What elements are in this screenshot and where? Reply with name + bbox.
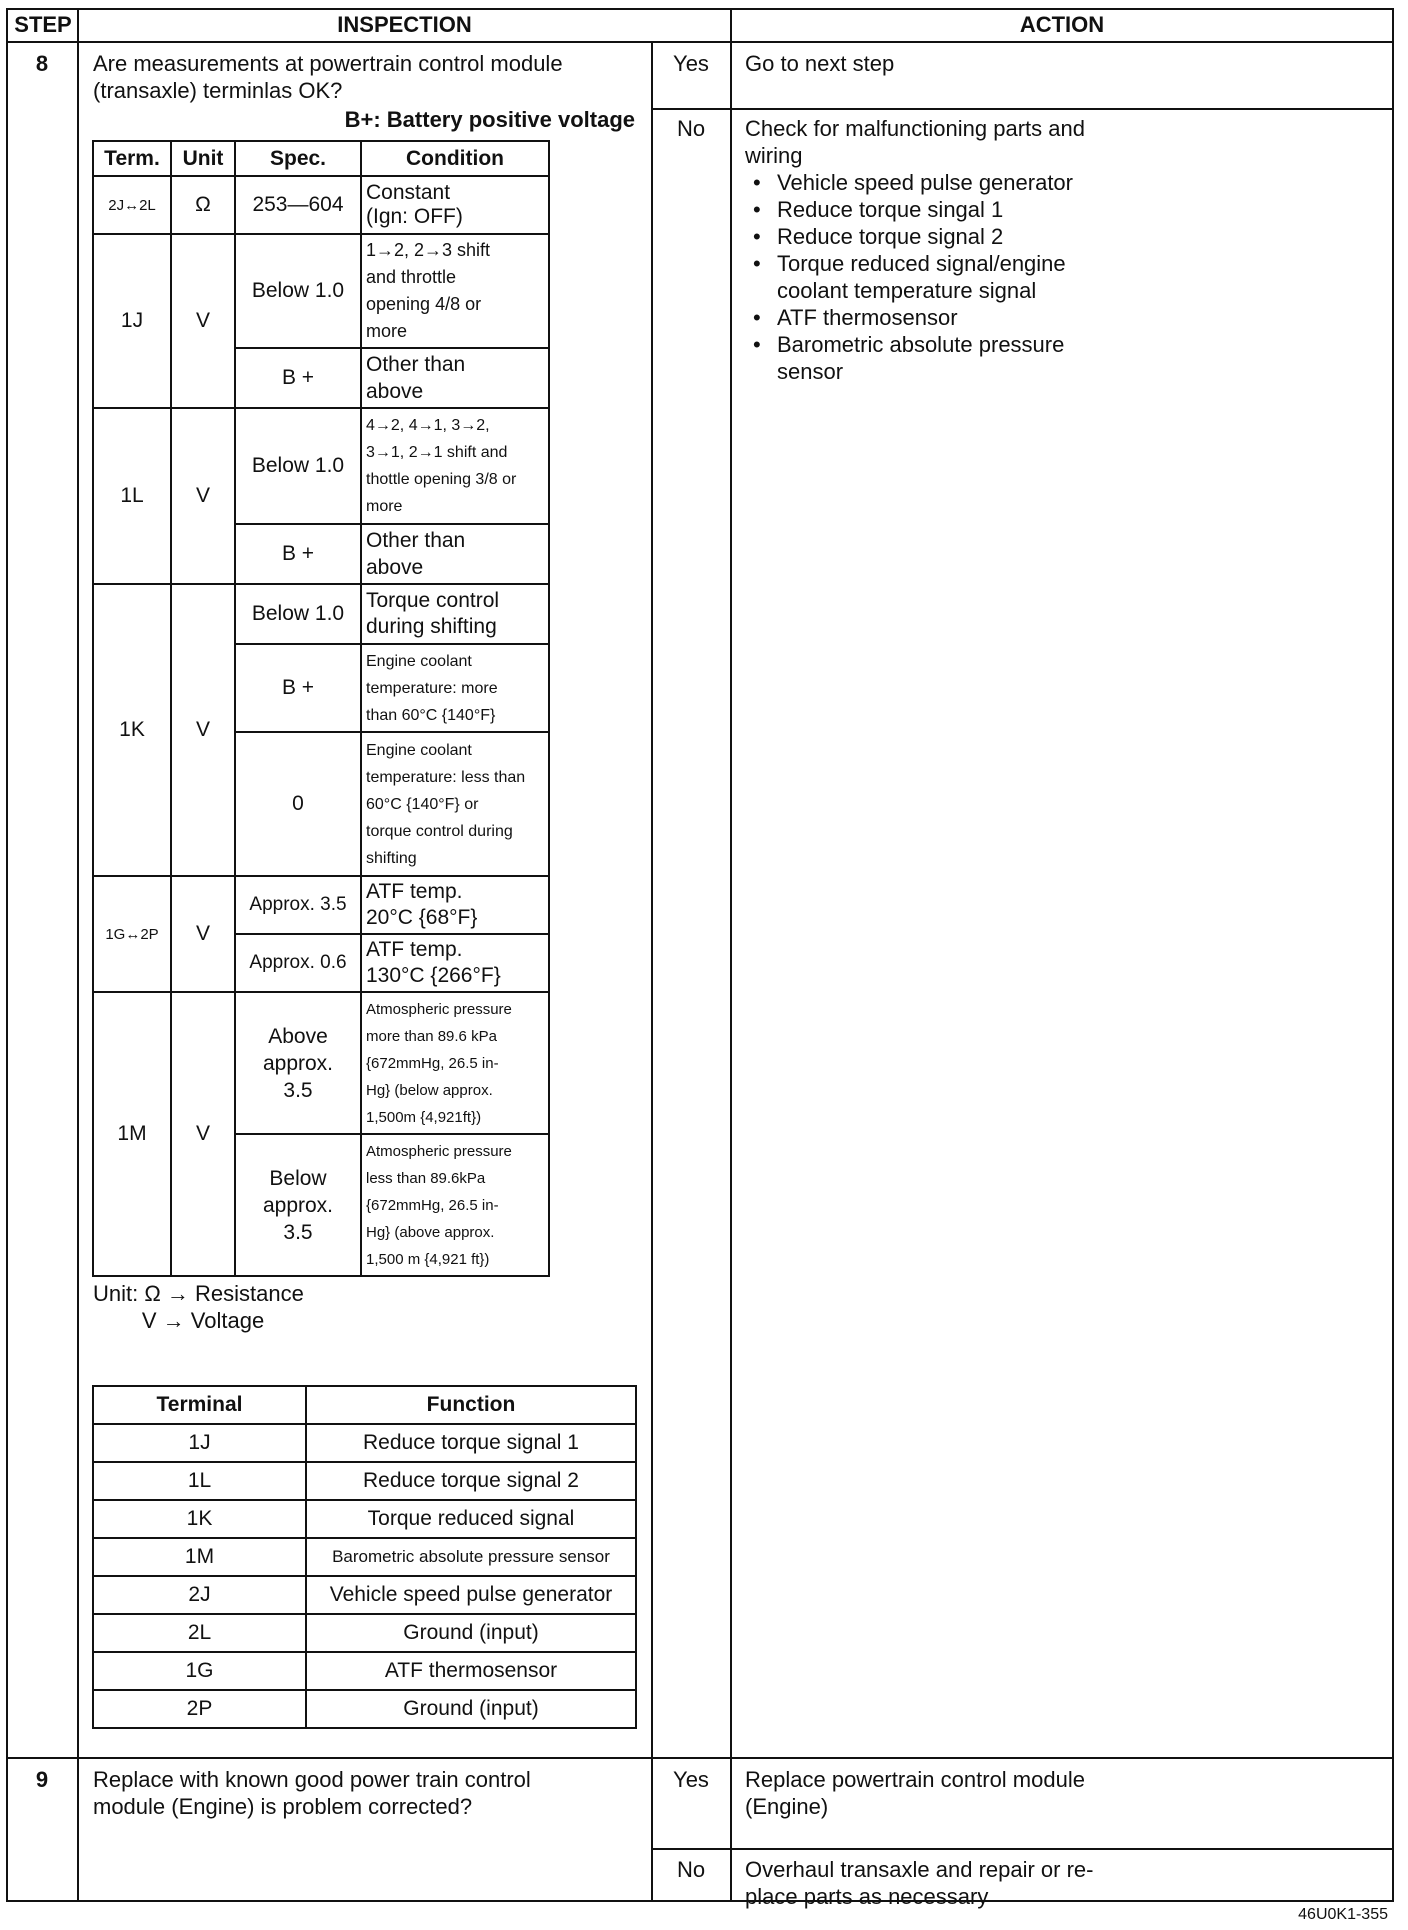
table-row	[93, 176, 549, 234]
spec-cell: B +	[235, 524, 361, 584]
table-row	[93, 876, 549, 934]
step8-question: Are measurements at powertrain control module (transaxle) terminlas OK?	[93, 51, 563, 103]
yes-action: Go to next step	[745, 51, 895, 76]
spec-cell: Above approx. 3.5	[235, 992, 361, 1134]
header-divider	[6, 41, 1394, 43]
function-cell: Torque reduced signal	[306, 1500, 636, 1538]
terminal-table-header	[93, 1386, 636, 1424]
table-row	[93, 992, 549, 1134]
spec-table-header	[93, 141, 549, 176]
figure-code: 46U0K1-355	[1298, 1906, 1388, 1923]
col-term: Term.	[93, 141, 171, 176]
no-label: No	[676, 116, 706, 141]
no-label: No	[676, 1857, 706, 1882]
yesno-column-divider	[651, 41, 653, 1902]
condition-cell: Engine coolant temperature: more than 60°C {140°F}	[361, 644, 549, 732]
yes-label: Yes	[673, 51, 709, 76]
term-cell: 1G↔2P	[93, 876, 171, 992]
terminal-cell: 1L	[93, 1462, 306, 1500]
unit-cell: V	[171, 992, 235, 1276]
table-row	[93, 234, 549, 348]
step8-yes-no-divider	[651, 108, 1394, 110]
unit-cell: V	[171, 584, 235, 876]
condition-cell: ATF temp. 130°C {266°F}	[361, 934, 549, 992]
yes-label: Yes	[673, 1767, 709, 1792]
function-cell: ATF thermosensor	[306, 1652, 636, 1690]
table-row	[93, 1652, 636, 1690]
col-function: Function	[306, 1386, 636, 1424]
terminal-cell: 2L	[93, 1614, 306, 1652]
table-row	[93, 1614, 636, 1652]
border-left	[6, 8, 8, 1902]
spec-cell: B +	[235, 644, 361, 732]
border-right	[1392, 8, 1394, 1902]
table-row	[93, 584, 549, 644]
terminal-cell: 2J	[93, 1576, 306, 1614]
yes-action: Replace powertrain control module (Engine)	[745, 1767, 1085, 1819]
border-top	[6, 8, 1394, 10]
terminal-cell: 1M	[93, 1538, 306, 1576]
table-row	[93, 1538, 636, 1576]
terminal-cell: 2P	[93, 1690, 306, 1728]
condition-cell: ATF temp. 20°C {68°F}	[361, 876, 549, 934]
list-item: • Torque reduced signal/engine coolant temperature signal	[745, 250, 1145, 304]
unit-cell: V	[171, 876, 235, 992]
table-row	[93, 1462, 636, 1500]
list-item: • ATF thermosensor	[745, 304, 1145, 331]
unit-cell: Ω	[171, 176, 235, 234]
step9-yes-no-divider	[651, 1848, 1394, 1850]
unit-cell: V	[171, 408, 235, 584]
table-row	[93, 1500, 636, 1538]
list-item: • Barometric absolute pressure sensor	[745, 331, 1145, 385]
step-number: 9	[35, 1767, 49, 1792]
col-spec: Spec.	[235, 141, 361, 176]
spec-cell: Approx. 3.5	[235, 876, 361, 934]
table-row	[93, 408, 549, 524]
header-step: STEP	[14, 12, 72, 37]
unit-legend: Unit: Ω → Resistance V → Voltage	[93, 1281, 304, 1333]
condition-cell: Other than above	[361, 348, 549, 408]
function-cell: Ground (input)	[306, 1690, 636, 1728]
spec-cell: 253—604	[235, 176, 361, 234]
terminal-cell: 1G	[93, 1652, 306, 1690]
spec-cell: Below 1.0	[235, 234, 361, 348]
terminal-cell: 1K	[93, 1500, 306, 1538]
function-cell: Vehicle speed pulse generator	[306, 1576, 636, 1614]
spec-cell: B +	[235, 348, 361, 408]
step9-question: Replace with known good power train control module (Engine) is problem corrected?	[93, 1767, 531, 1819]
malfunction-parts-list	[745, 169, 1145, 385]
spec-cell: 0	[235, 732, 361, 876]
spec-cell: Below 1.0	[235, 584, 361, 644]
no-action-intro: Check for malfunctioning parts and wiring	[745, 116, 1085, 168]
condition-cell: Other than above	[361, 524, 549, 584]
term-cell: 2J↔2L	[93, 176, 171, 234]
table-row	[93, 1690, 636, 1728]
terminal-function-table	[92, 1385, 637, 1729]
term-cell: 1L	[93, 408, 171, 584]
function-cell: Barometric absolute pressure sensor	[306, 1538, 636, 1576]
function-cell: Reduce torque signal 1	[306, 1424, 636, 1462]
spec-cell: Below 1.0	[235, 408, 361, 524]
bplus-note: B+: Battery positive voltage	[344, 107, 635, 132]
table-row	[93, 1424, 636, 1462]
terminal-cell: 1J	[93, 1424, 306, 1462]
step-divider	[6, 1757, 1394, 1759]
function-cell: Reduce torque signal 2	[306, 1462, 636, 1500]
step-number: 8	[35, 51, 49, 76]
spec-table	[92, 140, 550, 1277]
list-item: • Vehicle speed pulse generator	[745, 169, 1145, 196]
col-terminal: Terminal	[93, 1386, 306, 1424]
term-cell: 1K	[93, 584, 171, 876]
list-item: • Reduce torque singal 1	[745, 196, 1145, 223]
condition-cell: Engine coolant temperature: less than 60°C {140°F} or torque control during shifting	[361, 732, 549, 876]
no-action: Overhaul transaxle and repair or re- place parts as necessary	[745, 1857, 1094, 1909]
col-unit: Unit	[171, 141, 235, 176]
condition-cell: Atmospheric pressure more than 89.6 kPa {672mmHg, 26.5 in- Hg} (below approx. 1,500m {4,921ft})	[361, 992, 549, 1134]
action-column-divider	[730, 8, 732, 1902]
list-item: • Reduce torque signal 2	[745, 223, 1145, 250]
condition-cell: Constant (Ign: OFF)	[361, 176, 549, 234]
step-column-divider	[77, 8, 79, 1902]
condition-cell: 1→2, 2→3 shift and throttle opening 4/8 or more	[361, 234, 549, 348]
term-cell: 1M	[93, 992, 171, 1276]
spec-cell: Approx. 0.6	[235, 934, 361, 992]
header-inspection: INSPECTION	[337, 12, 472, 37]
condition-cell: Atmospheric pressure less than 89.6kPa {672mmHg, 26.5 in- Hg} (above approx. 1,500 m {4,921 ft})	[361, 1134, 549, 1276]
term-cell: 1J	[93, 234, 171, 408]
table-row	[93, 1576, 636, 1614]
spec-cell: Below approx. 3.5	[235, 1134, 361, 1276]
condition-cell: Torque control during shifting	[361, 584, 549, 644]
unit-cell: V	[171, 234, 235, 408]
header-action: ACTION	[1019, 12, 1105, 37]
condition-cell: 4→2, 4→1, 3→2, 3→1, 2→1 shift and thottle opening 3/8 or more	[361, 408, 549, 524]
col-condition: Condition	[361, 141, 549, 176]
function-cell: Ground (input)	[306, 1614, 636, 1652]
